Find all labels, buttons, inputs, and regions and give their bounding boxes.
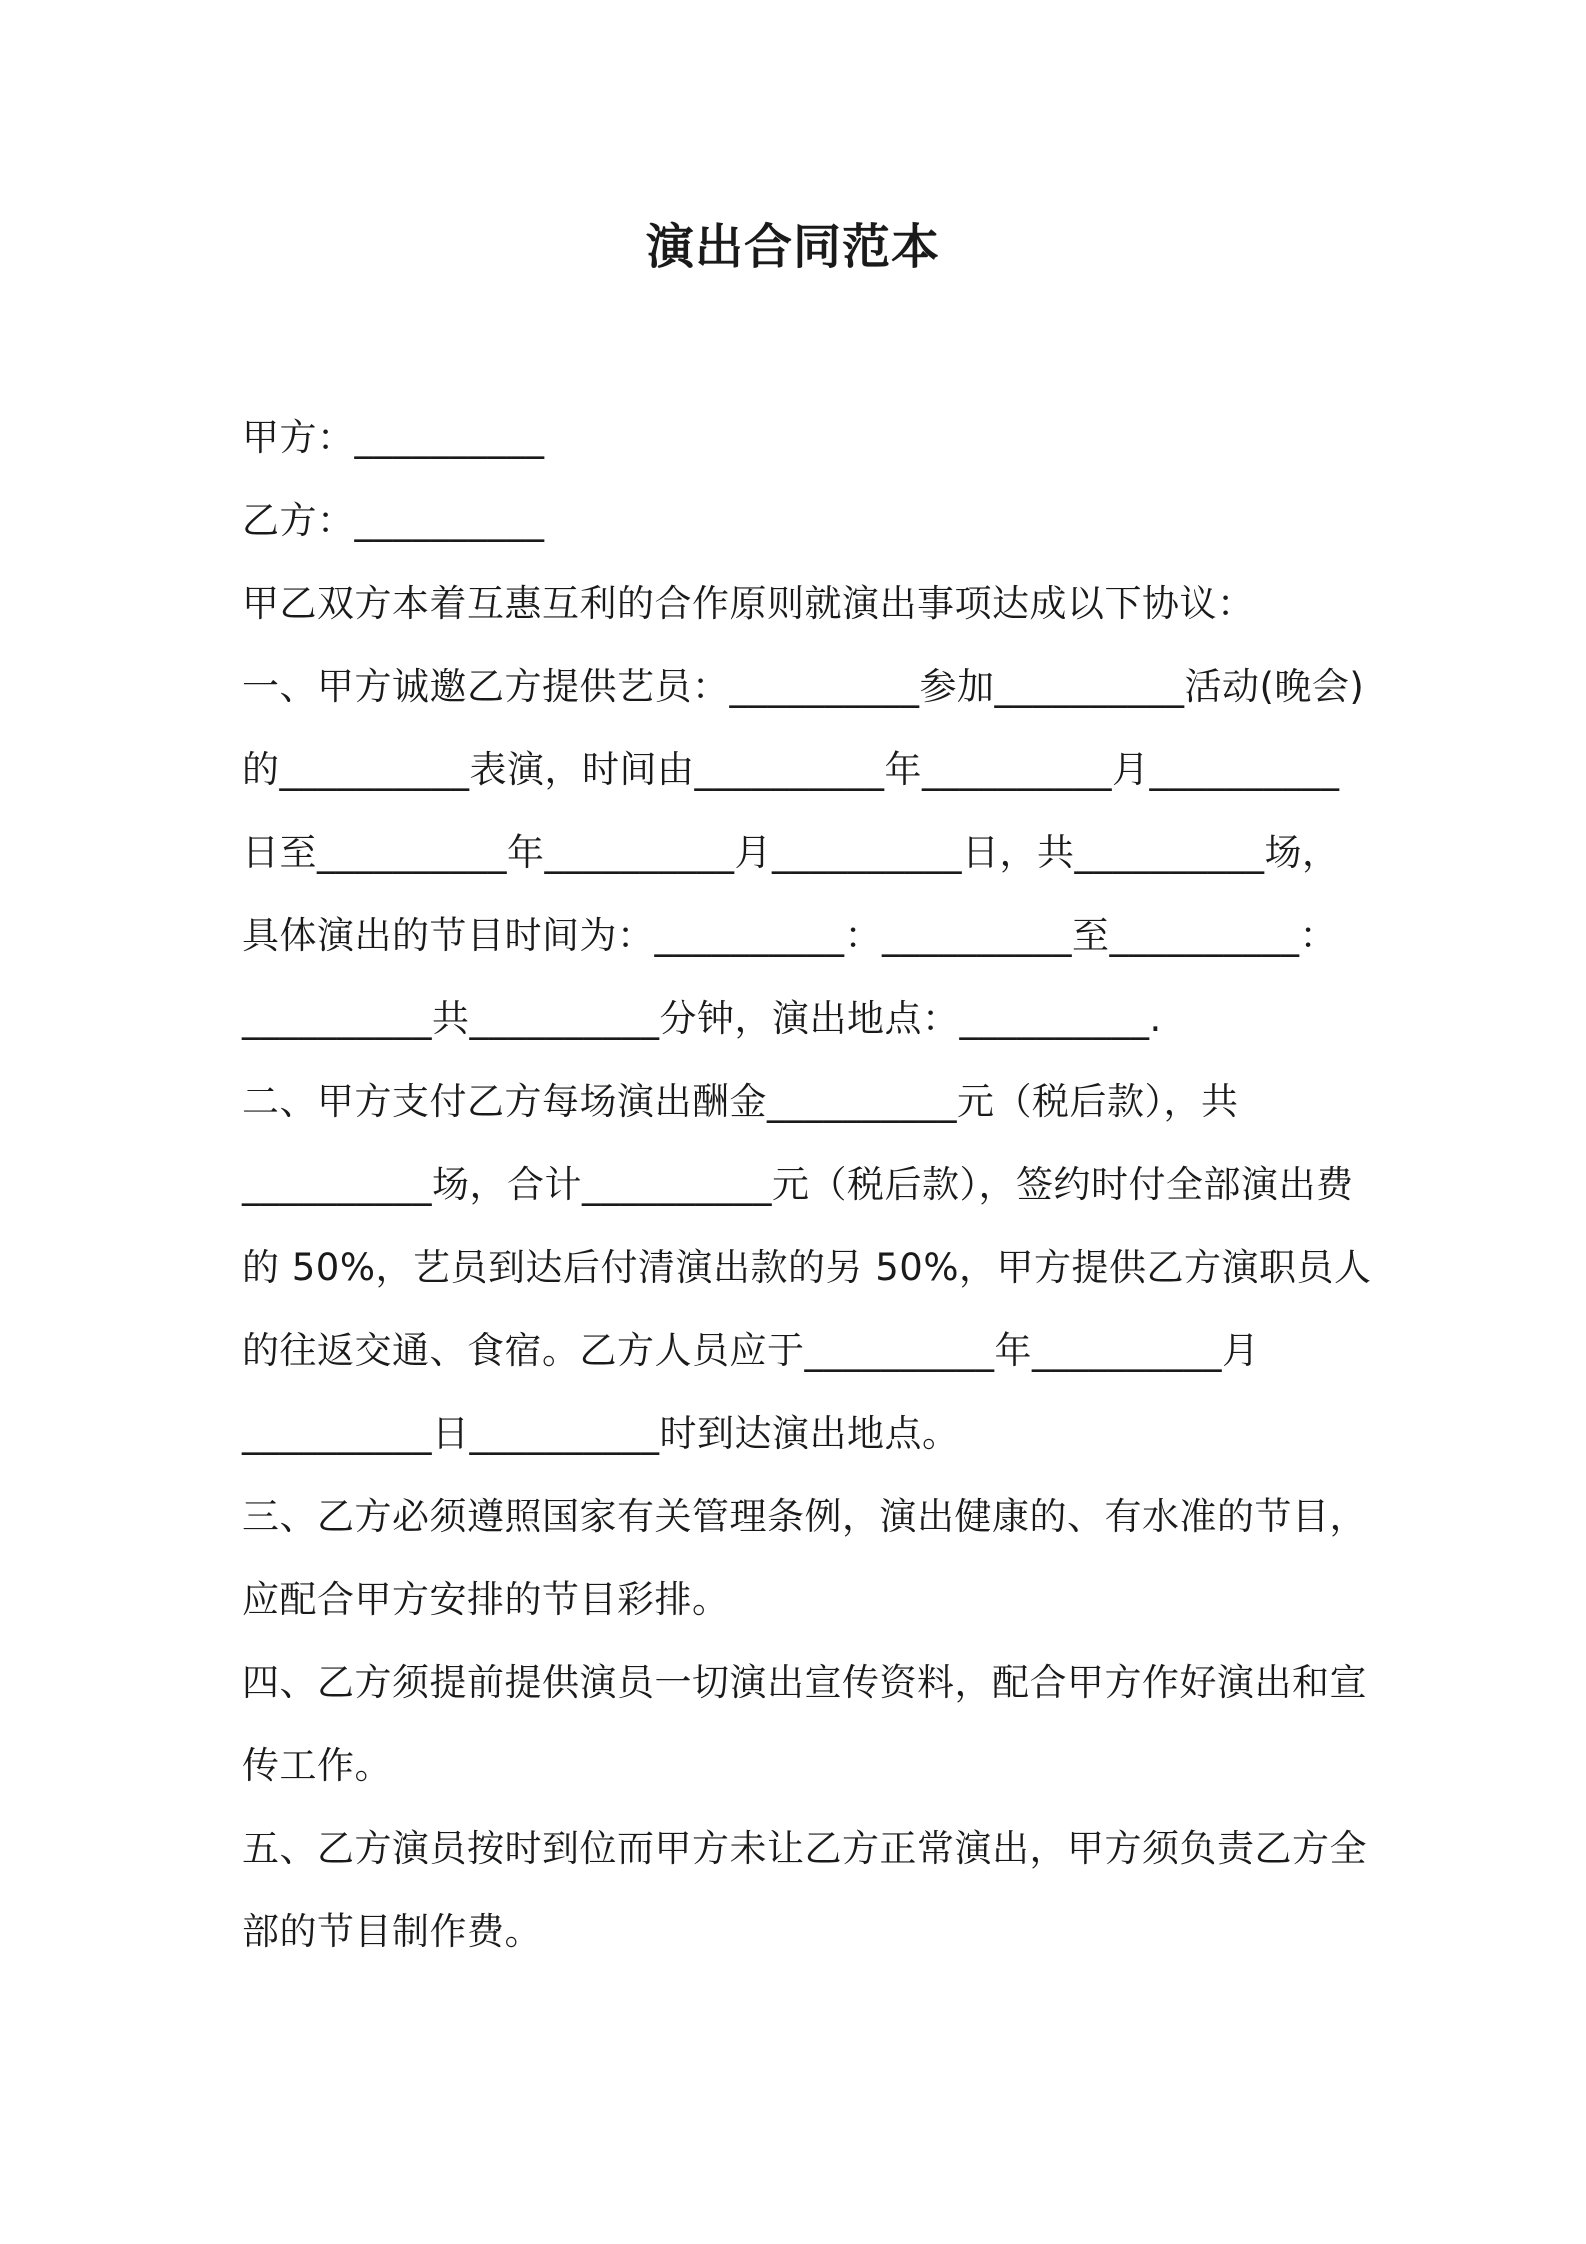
- document-title: 演出合同范本: [645, 219, 940, 275]
- agreement-intro: 甲乙双方本着互惠互利的合作原则就演出事项达成以下协议：: [242, 582, 1255, 625]
- clause-2-line-1: 二、甲方支付乙方每场演出酬金__________元（税后款），共: [242, 1080, 1239, 1123]
- clause-4-line-1: 四、乙方须提前提供演员一切演出宣传资料，配合甲方作好演出和宣: [242, 1661, 1367, 1704]
- clause-2-line-3: 的 50%，艺员到达后付清演出款的另 50%，甲方提供乙方演职员人: [242, 1246, 1372, 1289]
- clause-5-line-2: 部的节目制作费。: [242, 1910, 542, 1953]
- clause-1-line-1: 一、甲方诚邀乙方提供艺员：__________参加__________活动(晚会): [242, 665, 1365, 708]
- clause-1-line-5: __________共__________分钟，演出地点：__________.: [242, 997, 1162, 1040]
- clause-2-line-4: 的往返交通、食宿。乙方人员应于__________年__________月: [242, 1329, 1260, 1372]
- clause-3-line-2: 应配合甲方安排的节目彩排。: [242, 1578, 730, 1621]
- clause-2-line-5: __________日__________时到达演出地点。: [242, 1412, 960, 1455]
- clause-3-line-1: 三、乙方必须遵照国家有关管理条例，演出健康的、有水准的节目，: [242, 1495, 1367, 1538]
- party-b-line: 乙方：__________: [242, 499, 545, 542]
- clause-1-line-4: 具体演出的节目时间为：__________：__________至__________：: [242, 914, 1337, 957]
- clause-1-line-2: 的__________表演，时间由__________年__________月__________: [242, 748, 1340, 791]
- clause-5-line-1: 五、乙方演员按时到位而甲方未让乙方正常演出，甲方须负责乙方全: [242, 1827, 1367, 1870]
- clause-1-line-3: 日至__________年__________月__________日，共__________场，: [242, 831, 1340, 874]
- clause-4-line-2: 传工作。: [242, 1744, 392, 1787]
- clause-2-line-2: __________场，合计__________元（税后款），签约时付全部演出费: [242, 1163, 1354, 1206]
- party-a-line: 甲方：__________: [242, 416, 545, 459]
